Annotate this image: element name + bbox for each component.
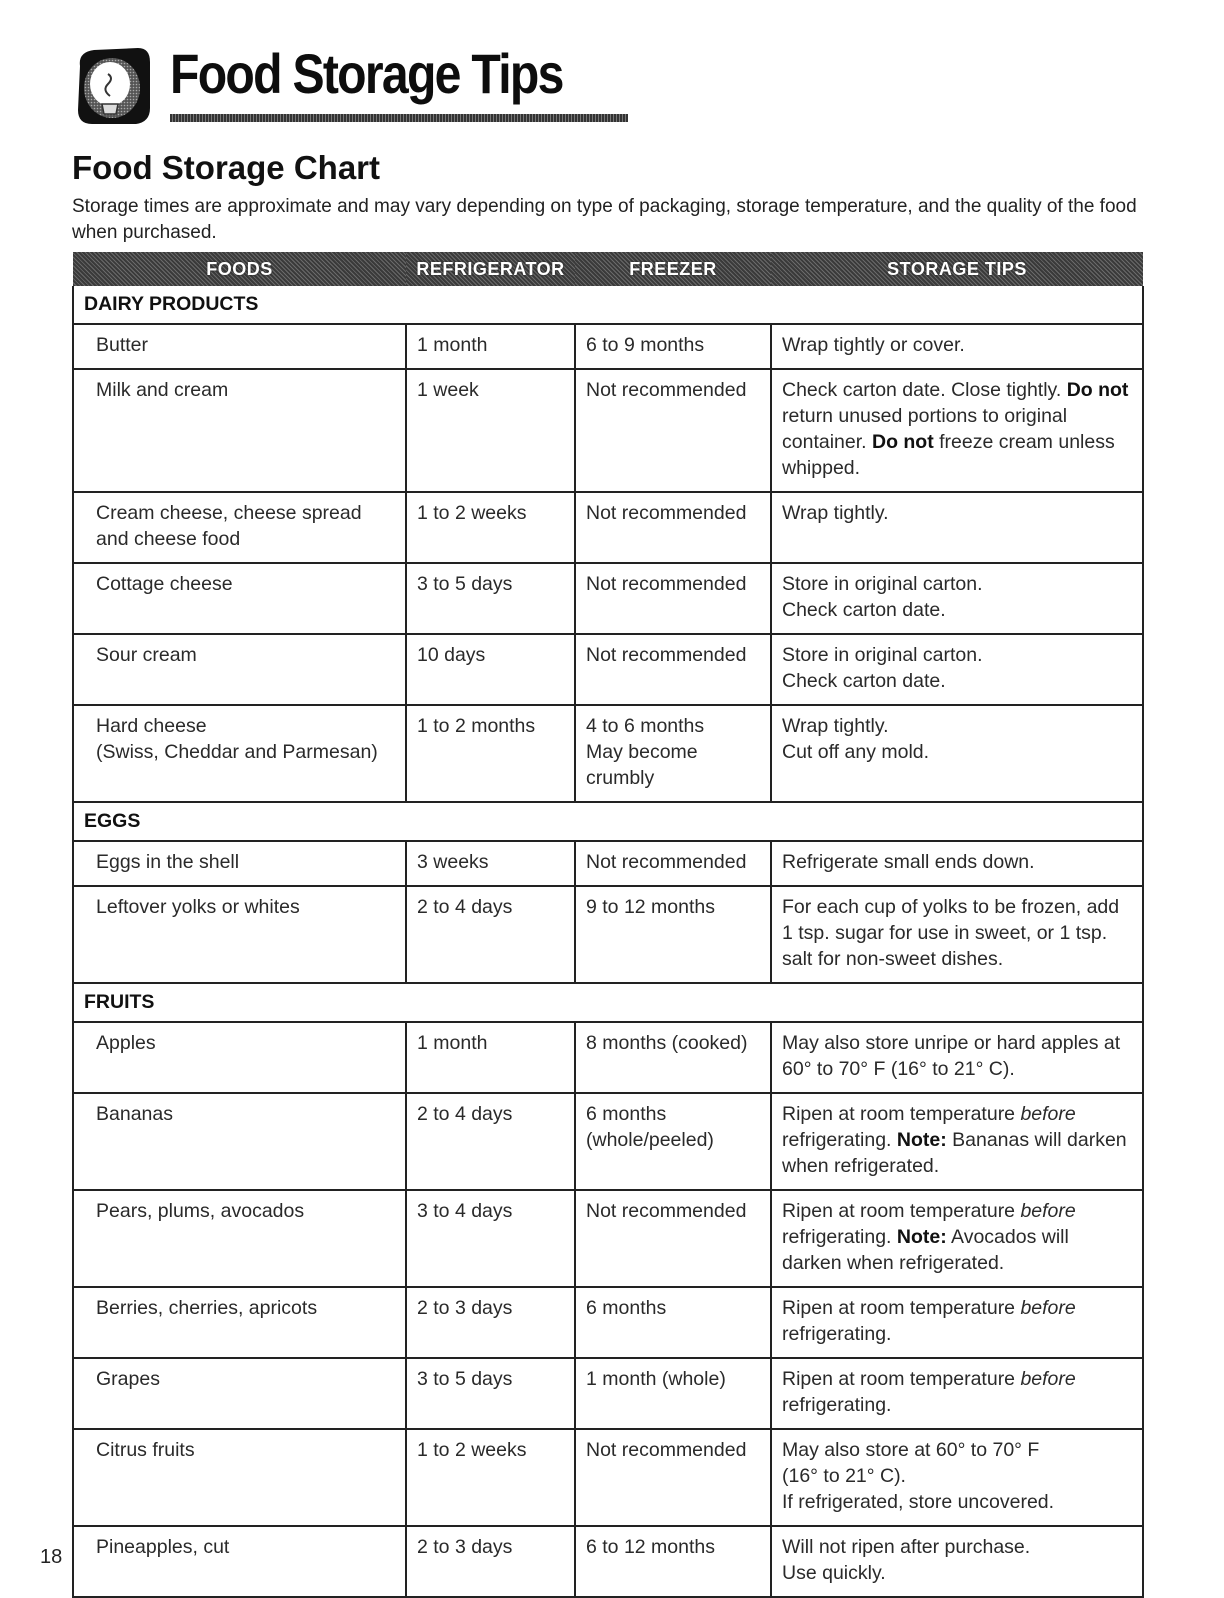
column-header-freezer: FREEZER — [575, 252, 771, 286]
category-row — [73, 802, 1143, 841]
table-row — [73, 634, 1143, 705]
cell-tips: Check carton date. Close tightly. Do not return unused portions to original container. Do not freeze cream unless whipped. — [771, 369, 1143, 492]
category-label: FRUITS — [73, 983, 1143, 1022]
category-label: EGGS — [73, 802, 1143, 841]
cell-refrigerator: 1 month — [406, 1022, 575, 1093]
table-row — [73, 492, 1143, 563]
cell-tips: May also store unripe or hard apples at 60° to 70° F (16° to 21° C). — [771, 1022, 1143, 1093]
table-row — [73, 841, 1143, 886]
table-row — [73, 705, 1143, 802]
cell-refrigerator: 1 week — [406, 369, 575, 492]
cell-freezer: Not recommended — [575, 492, 771, 563]
table-row — [73, 1429, 1143, 1526]
cell-food: Cream cheese, cheese spread and cheese food — [73, 492, 406, 563]
cell-freezer: Not recommended — [575, 1190, 771, 1287]
section-title: Food Storage Chart — [72, 149, 381, 186]
column-header-foods: FOODS — [73, 252, 406, 286]
table-header-row — [73, 252, 1143, 286]
table-row — [73, 1526, 1143, 1597]
page-header — [72, 40, 562, 132]
table-row — [73, 886, 1143, 983]
lightbulb-tip-icon — [72, 44, 154, 128]
page-number: 18 — [40, 1546, 63, 1568]
cell-food: Butter — [73, 324, 406, 369]
table-row — [73, 1022, 1143, 1093]
cell-food: Eggs in the shell — [73, 841, 406, 886]
cell-tips: Ripen at room temperature before refrigerating. — [771, 1287, 1143, 1358]
cell-refrigerator: 2 to 4 days — [406, 1093, 575, 1190]
cell-tips: Refrigerate small ends down. — [771, 841, 1143, 886]
table-row — [73, 1093, 1143, 1190]
cell-refrigerator: 1 to 2 weeks — [406, 1429, 575, 1526]
intro-paragraph: Storage times are approximate and may vary depending on type of packaging, storage temperature, and the quality of the food when purchased. — [72, 196, 1137, 243]
cell-food: Berries, cherries, apricots — [73, 1287, 406, 1358]
cell-freezer: Not recommended — [575, 841, 771, 886]
column-header-storage-tips: STORAGE TIPS — [771, 252, 1143, 286]
cell-freezer: 4 to 6 months May become crumbly — [575, 705, 771, 802]
cell-tips: Ripen at room temperature before refrigerating. — [771, 1358, 1143, 1429]
cell-refrigerator: 3 to 5 days — [406, 563, 575, 634]
cell-freezer: 6 to 9 months — [575, 324, 771, 369]
cell-refrigerator: 1 month — [406, 324, 575, 369]
cell-refrigerator: 2 to 4 days — [406, 886, 575, 983]
food-storage-table — [72, 252, 1144, 1598]
cell-food: Milk and cream — [73, 369, 406, 492]
cell-refrigerator: 2 to 3 days — [406, 1287, 575, 1358]
cell-food: Apples — [73, 1022, 406, 1093]
cell-tips: Ripen at room temperature before refrigerating. Note: Bananas will darken when refrigerated. — [771, 1093, 1143, 1190]
table-row — [73, 563, 1143, 634]
table-row — [73, 324, 1143, 369]
cell-freezer: 1 month (whole) — [575, 1358, 771, 1429]
cell-refrigerator: 3 weeks — [406, 841, 575, 886]
category-row — [73, 983, 1143, 1022]
cell-freezer: Not recommended — [575, 563, 771, 634]
header-underline — [170, 114, 628, 122]
cell-freezer: 9 to 12 months — [575, 886, 771, 983]
cell-food: Sour cream — [73, 634, 406, 705]
cell-tips: For each cup of yolks to be frozen, add 1 tsp. sugar for use in sweet, or 1 tsp. salt for non-sweet dishes. — [771, 886, 1143, 983]
cell-tips: Store in original carton. Check carton date. — [771, 563, 1143, 634]
cell-freezer: Not recommended — [575, 369, 771, 492]
cell-refrigerator: 3 to 4 days — [406, 1190, 575, 1287]
cell-food: Citrus fruits — [73, 1429, 406, 1526]
cell-food: Cottage cheese — [73, 563, 406, 634]
cell-tips: Ripen at room temperature before refrigerating. Note: Avocados will darken when refrigerated. — [771, 1190, 1143, 1287]
table-body — [73, 286, 1143, 1597]
cell-tips: Wrap tightly or cover. — [771, 324, 1143, 369]
cell-tips: Wrap tightly. — [771, 492, 1143, 563]
page-header-title: Food Storage Tips — [170, 42, 563, 105]
category-label: DAIRY PRODUCTS — [73, 286, 1143, 324]
table-row — [73, 1287, 1143, 1358]
cell-refrigerator: 2 to 3 days — [406, 1526, 575, 1597]
cell-freezer: 6 to 12 months — [575, 1526, 771, 1597]
cell-refrigerator: 1 to 2 months — [406, 705, 575, 802]
cell-freezer: 8 months (cooked) — [575, 1022, 771, 1093]
column-header-refrigerator: REFRIGERATOR — [406, 252, 575, 286]
cell-food: Grapes — [73, 1358, 406, 1429]
cell-food: Pineapples, cut — [73, 1526, 406, 1597]
cell-food: Hard cheese (Swiss, Cheddar and Parmesan) — [73, 705, 406, 802]
cell-refrigerator: 3 to 5 days — [406, 1358, 575, 1429]
cell-food: Leftover yolks or whites — [73, 886, 406, 983]
cell-freezer: 6 months — [575, 1287, 771, 1358]
cell-refrigerator: 10 days — [406, 634, 575, 705]
cell-food: Pears, plums, avocados — [73, 1190, 406, 1287]
cell-freezer: Not recommended — [575, 1429, 771, 1526]
cell-tips: Store in original carton. Check carton date. — [771, 634, 1143, 705]
cell-freezer: Not recommended — [575, 634, 771, 705]
cell-tips: Wrap tightly. Cut off any mold. — [771, 705, 1143, 802]
cell-refrigerator: 1 to 2 weeks — [406, 492, 575, 563]
table-row — [73, 1190, 1143, 1287]
cell-tips: Will not ripen after purchase. Use quickly. — [771, 1526, 1143, 1597]
table-row — [73, 1358, 1143, 1429]
cell-tips: May also store at 60° to 70° F (16° to 21° C). If refrigerated, store uncovered. — [771, 1429, 1143, 1526]
category-row — [73, 286, 1143, 324]
table-row — [73, 369, 1143, 492]
cell-food: Bananas — [73, 1093, 406, 1190]
cell-freezer: 6 months (whole/peeled) — [575, 1093, 771, 1190]
